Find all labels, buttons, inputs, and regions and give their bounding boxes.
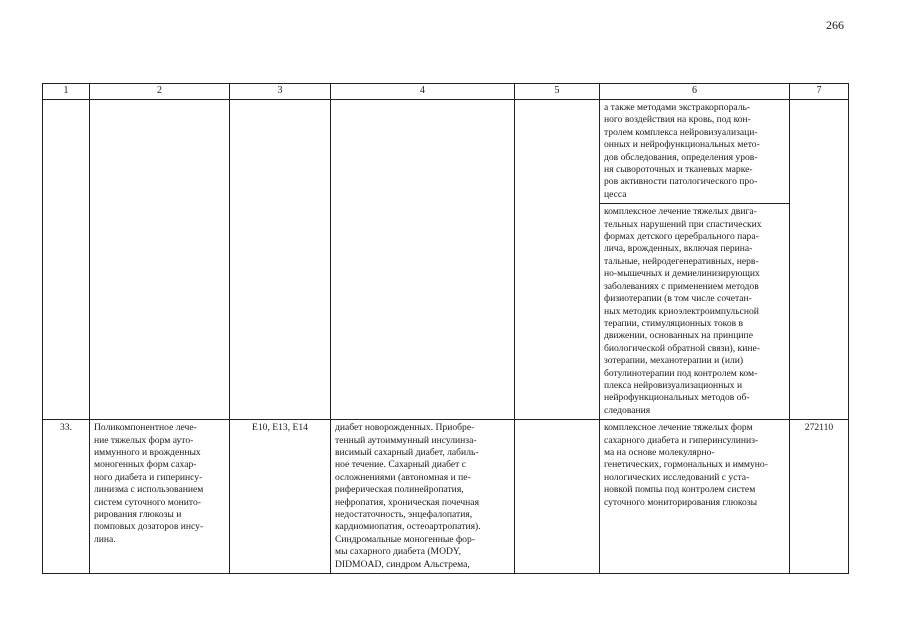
method-line: комплексное лечение тяжелых форм [604, 422, 753, 434]
name-line: помповых дозаторов инсу- [94, 521, 204, 533]
header-cell-5: 5 [515, 84, 600, 100]
method-line: генетических, гормональных и иммуно- [604, 459, 768, 471]
name-line: ние тяжелых форм ауто- [94, 434, 194, 446]
name-line: систем суточного монито- [94, 496, 201, 508]
cont-cell-2 [90, 100, 230, 420]
model-line: осложнениями (автономная и пе- [335, 471, 471, 483]
treatment-method-cell [600, 420, 790, 574]
cont-cell-4 [331, 100, 515, 420]
model-line: тенный аутоиммунный инсулинза- [335, 434, 477, 446]
cont-cell-3 [230, 100, 331, 420]
continuation-row-a [43, 100, 849, 204]
cont-cell-1 [43, 100, 90, 420]
method-line: ботулинотерапии под контролем ком- [604, 367, 758, 379]
icd-codes-cell: E10, E13, E14 [230, 420, 331, 574]
name-line: лина. [94, 533, 116, 545]
cont-method-block-b [600, 204, 790, 420]
method-line: заболеваниях с применением методов [604, 280, 759, 292]
model-line: DIDMOAD, синдром Альстрема, [335, 558, 470, 570]
header-cell-7: 7 [790, 84, 849, 100]
method-line: плекса нейровизуализационных и [604, 379, 743, 391]
cont-cell-5 [515, 100, 600, 420]
method-line: зотерапии, механотерапии и (или) [604, 355, 744, 367]
header-cell-2: 2 [90, 84, 230, 100]
method-line: ма на основе молекулярно- [604, 446, 715, 458]
table-row-33 [43, 420, 849, 574]
method-line: комплексное лечение тяжелых двига- [604, 206, 757, 218]
method-line: тролем комплекса нейровизуализаци- [604, 126, 758, 138]
header-cell-1: 1 [43, 84, 90, 100]
method-line: нейрофункциональных методов об- [604, 392, 750, 404]
method-line: ных методик криоэлектроимпульсной [604, 305, 759, 317]
header-cell-3: 3 [230, 84, 331, 100]
name-line: ного диабета и гиперинсу- [94, 471, 203, 483]
model-line: мы сахарного диабета (MODY, [335, 546, 462, 558]
method-line: физиотерапии (в том числе сочетан- [604, 293, 752, 305]
name-line: иммунного и врожденных [94, 446, 201, 458]
page-number: 266 [826, 18, 844, 32]
method-line: цесса [604, 188, 627, 200]
method-line: движении, основанных на принципе [604, 330, 753, 342]
model-line: висимый сахарный диабет, лабиль- [335, 446, 479, 458]
method-line: тельных нарушений при спастических [604, 218, 762, 230]
model-line: риферическая полинейропатия, [335, 484, 464, 496]
method-line: ров активности патологического про- [604, 176, 758, 188]
medical-care-table [42, 83, 849, 574]
name-line: Поликомпонентное лече- [94, 422, 197, 434]
method-line: терапии, стимуляционных токов в [604, 317, 744, 329]
name-line: моногенных форм сахар- [94, 459, 197, 471]
method-line: нологических исследований с уста- [604, 471, 750, 483]
method-line: дов обследования, определения уров- [604, 151, 758, 163]
model-line: ное течение. Сахарный диабет с [335, 459, 466, 471]
method-line: но-мышечных и демиелинизирующих [604, 268, 760, 280]
name-line: рирования глюкозы и [94, 509, 182, 520]
method-line: новкой помпы под контролем систем [604, 484, 756, 496]
method-line: следования [604, 404, 651, 416]
treatment-name-cell [90, 420, 230, 574]
cont-cell-7 [790, 100, 849, 420]
cont-method-block-a [600, 100, 790, 204]
model-line: Синдромальные моногенные фор- [335, 533, 475, 545]
method-line: тальные, нейродегенеративных, нерв- [604, 255, 759, 267]
cost-cell: 272110 [790, 420, 849, 574]
row-number: 33. [43, 420, 90, 574]
header-cell-6: 6 [600, 84, 790, 100]
model-line: диабет новорожденных. Приобре- [335, 422, 475, 434]
method-line: лича, врожденных, включая перина- [604, 243, 753, 255]
name-line: линизма с использованием [94, 484, 204, 496]
method-line: ного воздействия на кровь, под кон- [604, 114, 751, 126]
method-line: ня сывороточных и тканевых марке- [604, 164, 753, 176]
method-line: суточного мониторирования глюкозы [604, 496, 758, 508]
method-line: онных и нейрофункциональных мето- [604, 139, 760, 151]
model-line: кардиомиопатия, остеоартропатия). [335, 521, 481, 533]
method-line: сахарного диабета и гиперинсулиниз- [604, 434, 759, 446]
method-line: биологической обратной связи), кине- [604, 342, 760, 354]
method-line: а также методами экстракорпораль- [604, 102, 751, 113]
model-line: нефропатия, хроническая почечная [335, 496, 479, 508]
header-cell-4: 4 [331, 84, 515, 100]
model-line: недостаточность, энцефалопатия, [335, 509, 473, 520]
patient-model-cell [331, 420, 515, 574]
method-line: формах детского церебрального пара- [604, 231, 759, 243]
header-row [43, 84, 849, 100]
treatment-type-cell [515, 420, 600, 574]
